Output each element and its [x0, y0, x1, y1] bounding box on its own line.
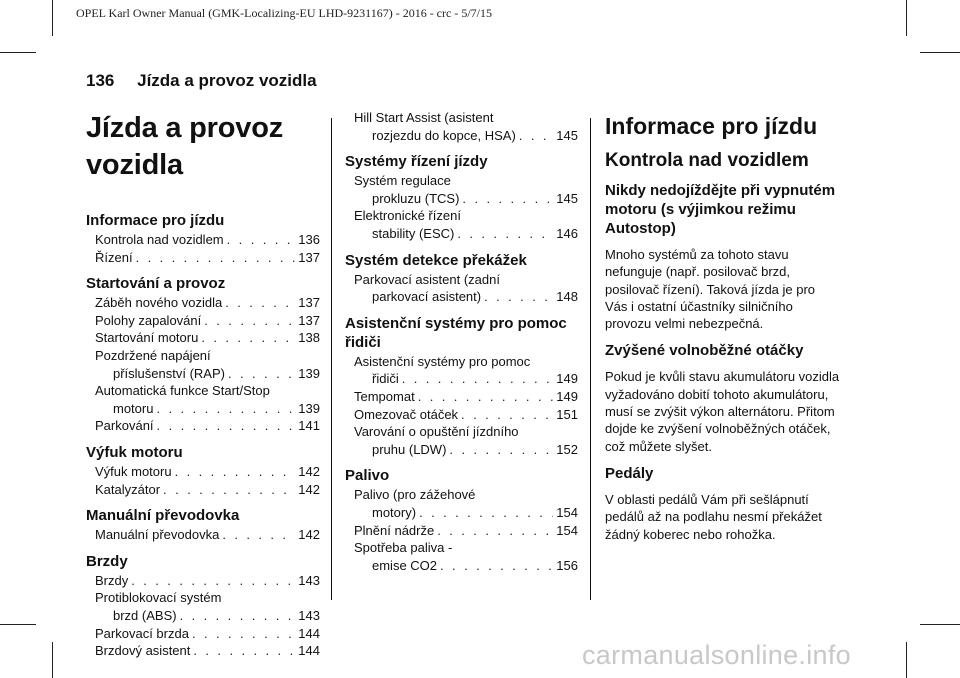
- toc-entry-page: 145: [556, 127, 578, 143]
- toc-dot-leader: [440, 557, 553, 575]
- toc-entry-text: Varování o opuštění jízdního: [354, 424, 519, 440]
- toc-entry[interactable]: [86, 312, 320, 330]
- toc-entry-row: [95, 481, 320, 499]
- crop-mark: [920, 52, 960, 53]
- toc-entry-row: [354, 441, 578, 459]
- toc-lead-entry: [345, 109, 578, 144]
- toc-dot-leader: [192, 625, 295, 643]
- print-header-note: OPEL Karl Owner Manual (GMK-Localizing-EU LHD-9231167) - 2016 - crc - 5/7/15: [76, 6, 492, 20]
- toc-dot-leader: [418, 388, 554, 406]
- toc-entry-page: 137: [298, 295, 320, 311]
- toc-entry-row: [95, 231, 320, 249]
- toc-entry-page: 156: [556, 557, 578, 573]
- crop-mark: [52, 642, 53, 678]
- toc-entry-text: Záběh nového vozidla: [95, 295, 223, 311]
- toc-entry-page: 138: [298, 330, 320, 346]
- toc-dot-leader: [449, 441, 553, 459]
- toc-entry-row: [354, 557, 578, 575]
- toc-entry-page: 145: [556, 190, 578, 206]
- toc-entry[interactable]: [86, 329, 320, 347]
- toc-entry-text: parkovací asistent): [372, 289, 482, 305]
- article-column: [605, 112, 841, 552]
- toc-dot-leader: [157, 417, 296, 435]
- toc-entry[interactable]: [345, 172, 578, 207]
- toc-entry-page: 143: [298, 572, 320, 588]
- crop-mark: [920, 624, 960, 625]
- toc-entry[interactable]: [86, 382, 320, 417]
- toc-dot-leader: [227, 231, 296, 249]
- toc-entry-text: Systém regulace: [354, 173, 451, 189]
- toc-entry-row: [354, 388, 578, 406]
- toc-entry-page: 136: [298, 232, 320, 247]
- toc-dot-leader: [204, 312, 295, 330]
- toc-entry-text: řidiči: [372, 371, 399, 387]
- toc-dot-leader: [484, 288, 553, 306]
- toc-entry[interactable]: [345, 353, 578, 388]
- toc-dot-leader: [163, 481, 295, 499]
- toc-dot-leader: [402, 370, 554, 388]
- toc-sections: [345, 152, 578, 574]
- toc-entry-row: [95, 365, 320, 383]
- toc-entry-text: Parkovací asistent (zadní: [354, 271, 500, 287]
- paragraph: Pokud je kvůli stavu akumulátoru vozidla vyžadováno dobití tohoto akumulátoru, musí se zvýšit výkon alternátoru. Přitom dojde ke zvýšení volnoběžných otáček, což můžete slyšet.: [605, 369, 840, 454]
- column-divider: [331, 118, 332, 600]
- toc-entry[interactable]: [86, 294, 320, 312]
- toc-entry-text: pruhu (LDW): [372, 441, 447, 457]
- toc-entry-page: 143: [298, 607, 320, 623]
- toc-entry-row: [354, 288, 578, 306]
- toc-dot-leader: [180, 607, 296, 625]
- toc-entry-text: Polohy zapalování: [95, 312, 202, 328]
- toc-sections: [86, 211, 320, 660]
- toc-entry[interactable]: [86, 526, 320, 544]
- toc-section-heading[interactable]: Informace pro jízdu: [86, 212, 225, 229]
- toc-entry[interactable]: [86, 572, 320, 590]
- toc-entry-page: 144: [298, 625, 320, 641]
- toc-entry-page: 146: [556, 225, 578, 241]
- toc-section-heading[interactable]: Výfuk motoru: [86, 443, 183, 461]
- toc-entry-page: 141: [298, 418, 320, 434]
- crop-mark: [906, 642, 907, 678]
- toc-title: Jízda a provoz vozidla: [86, 112, 284, 181]
- toc-entry[interactable]: [345, 423, 578, 458]
- toc-section: [345, 152, 578, 242]
- page-number: 136: [86, 71, 115, 90]
- crop-mark: [52, 0, 53, 36]
- toc-entry[interactable]: [345, 486, 578, 521]
- toc-entry-page: 137: [298, 312, 320, 328]
- section-heading: Pedály: [605, 464, 654, 482]
- toc-section: [86, 506, 320, 544]
- toc-entry-page: 149: [556, 388, 578, 404]
- running-head-title: Jízda a provoz vozidla: [137, 71, 317, 90]
- section-heading: Zvýšené volnoběžné otáčky: [605, 342, 804, 360]
- toc-entry-row: [95, 625, 320, 643]
- toc-dot-leader: [131, 572, 295, 590]
- toc-entry[interactable]: [345, 271, 578, 306]
- toc-entry-row: [95, 526, 320, 544]
- toc-entry[interactable]: [86, 625, 320, 643]
- toc-entry-text: prokluzu (TCS): [372, 190, 460, 206]
- toc-dot-leader: [156, 400, 295, 418]
- toc-entry-page: 148: [556, 289, 578, 305]
- toc-section: [86, 274, 320, 435]
- toc-entry[interactable]: [86, 249, 320, 267]
- toc-column-2: [345, 109, 578, 582]
- crop-mark: [906, 0, 907, 36]
- toc-entry-row: [354, 190, 578, 208]
- toc-section-heading[interactable]: Brzdy: [86, 552, 128, 570]
- toc-entry-text: Kontrola nad vozidlem: [95, 232, 224, 247]
- toc-entry-row: [95, 417, 320, 435]
- toc-dot-leader: [419, 504, 553, 522]
- column-divider: [590, 118, 591, 600]
- toc-entry-text: Spotřeba paliva -: [354, 540, 453, 556]
- toc-section: [345, 314, 578, 459]
- toc-entry-text: Asistenční systémy pro pomoc: [354, 353, 531, 369]
- toc-section: [86, 552, 320, 660]
- toc-entry-row: [354, 370, 578, 388]
- toc-entry-text: brzd (ABS): [113, 607, 177, 623]
- toc-dot-leader: [519, 127, 554, 145]
- toc-entry[interactable]: [86, 463, 320, 481]
- toc-column-1: [86, 110, 320, 668]
- article-blocks: [605, 181, 841, 543]
- toc-entry-text: stability (ESC): [372, 225, 455, 241]
- toc-entry[interactable]: [345, 406, 578, 424]
- toc-entry-text: Hill Start Assist (asistent: [354, 110, 494, 125]
- toc-section-heading[interactable]: Palivo: [345, 467, 390, 485]
- toc-entry[interactable]: [86, 417, 320, 435]
- toc-dot-leader: [462, 190, 553, 208]
- toc-entry-text: příslušenství (RAP): [113, 365, 225, 381]
- toc-entry-row: [95, 572, 320, 590]
- toc-entry-page: 142: [298, 527, 320, 543]
- paragraph: V oblasti pedálů Vám při sešlápnutí pedálů až na podlahu nesmí překážet žádný koberec nebo rohožka.: [605, 491, 822, 542]
- toc-entry-row: [354, 504, 578, 522]
- toc-entry-text: Manuální převodovka: [95, 527, 220, 543]
- toc-entry[interactable]: [86, 589, 320, 624]
- toc-section: [86, 443, 320, 498]
- article-title: Informace pro jízdu: [605, 113, 818, 139]
- toc-entry-text: Palivo (pro zážehové: [354, 487, 476, 503]
- toc-entry-text: rozjezdu do kopce, HSA): [372, 127, 516, 143]
- toc-entry-row: [354, 522, 578, 540]
- toc-entry-page: 142: [298, 481, 320, 497]
- toc-entry-text: Brzdy: [95, 572, 129, 588]
- toc-entry[interactable]: [345, 207, 578, 242]
- toc-entry-page: 154: [556, 504, 578, 520]
- toc-entry-text: motoru: [113, 400, 154, 416]
- toc-entry-text: Katalyzátor: [95, 481, 161, 497]
- toc-entry-text: Plnění nádrže: [354, 522, 435, 538]
- toc-entry-row: [95, 249, 320, 267]
- toc-section: [345, 251, 578, 306]
- running-head: [86, 71, 317, 91]
- toc-dot-leader: [225, 294, 295, 312]
- toc-entry[interactable]: [345, 539, 578, 574]
- toc-entry-text: Protiblokovací systém: [95, 590, 222, 606]
- toc-entry-text: motory): [372, 504, 417, 520]
- toc-entry-page: 154: [556, 522, 578, 538]
- toc-entry-text: Elektronické řízení: [354, 208, 461, 224]
- toc-entry-page: 151: [556, 406, 578, 422]
- toc-entry-row: [95, 642, 320, 660]
- toc-entry-row: [95, 400, 320, 418]
- toc-entry-row: [95, 294, 320, 312]
- toc-dot-leader: [175, 463, 296, 481]
- toc-entry-text: Parkování: [95, 418, 154, 434]
- toc-entry-page: 137: [298, 249, 320, 265]
- toc-section-heading[interactable]: Systém detekce překážek: [345, 251, 527, 269]
- toc-dot-leader: [201, 329, 295, 347]
- toc-entry-text: Řízení: [95, 249, 133, 265]
- toc-entry-text: Výfuk motoru: [95, 463, 172, 479]
- toc-entry[interactable]: [345, 522, 578, 540]
- toc-entry[interactable]: [86, 642, 320, 660]
- toc-entry-row: [354, 406, 578, 424]
- toc-dot-leader: [457, 225, 553, 243]
- toc-section-heading[interactable]: Systémy řízení jízdy: [345, 153, 488, 171]
- toc-dot-leader: [136, 249, 296, 267]
- toc-dot-leader: [228, 365, 295, 383]
- toc-section-heading[interactable]: Asistenční systémy pro pomoc řidiči: [345, 314, 567, 351]
- toc-entry[interactable]: [86, 481, 320, 499]
- toc-entry-page: 139: [298, 400, 320, 416]
- toc-entry-text: Tempomat: [354, 388, 415, 404]
- toc-entry[interactable]: [86, 231, 320, 249]
- toc-entry-row: [95, 329, 320, 347]
- toc-entry-text: emise CO2: [372, 557, 438, 573]
- toc-dot-leader: [222, 526, 295, 544]
- section-heading: Nikdy nedojíždějte při vypnutém motoru (s výjimkou režimu Autostop): [605, 182, 836, 237]
- toc-entry-text: Pozdržené napájení: [95, 347, 211, 363]
- toc-entry-text: Startování motoru: [95, 330, 199, 346]
- crop-mark: [0, 624, 36, 625]
- paragraph: Mnoho systémů za tohoto stavu nefunguje (např. posilovač brzd, posilovač řízení). Taková jízda je pro Vás i ostatní účastníky silničního provozu velmi nebezpečná.: [605, 247, 816, 332]
- toc-dot-leader: [193, 642, 295, 660]
- toc-entry-page: 152: [556, 441, 578, 457]
- toc-entry-text: Brzdový asistent: [95, 643, 191, 659]
- toc-entry-row: [95, 607, 320, 625]
- toc-entry[interactable]: [345, 109, 578, 144]
- toc-section-heading[interactable]: Startování a provoz: [86, 275, 226, 293]
- toc-entry-page: 149: [556, 371, 578, 387]
- watermark-text: carmanualsonline.info: [582, 640, 851, 670]
- toc-section-heading[interactable]: Manuální převodovka: [86, 507, 240, 525]
- toc-entry-page: 142: [298, 463, 320, 479]
- toc-section: [86, 211, 320, 266]
- toc-entry-text: Automatická funkce Start/Stop: [95, 383, 270, 399]
- toc-entry-row: [354, 225, 578, 243]
- toc-entry[interactable]: [345, 388, 578, 406]
- toc-dot-leader: [461, 406, 553, 424]
- toc-section: [345, 466, 578, 574]
- toc-entry-row: [95, 312, 320, 330]
- crop-mark: [0, 52, 36, 53]
- toc-entry-page: 139: [298, 365, 320, 381]
- toc-entry-text: Parkovací brzda: [95, 625, 189, 641]
- toc-entry-text: Omezovač otáček: [354, 406, 459, 422]
- article-subtitle: Kontrola nad vozidlem: [605, 150, 809, 171]
- toc-entry-row: [354, 127, 578, 145]
- toc-entry-row: [95, 463, 320, 481]
- toc-entry-page: 144: [298, 643, 320, 659]
- toc-entry[interactable]: [86, 347, 320, 382]
- toc-dot-leader: [437, 522, 553, 540]
